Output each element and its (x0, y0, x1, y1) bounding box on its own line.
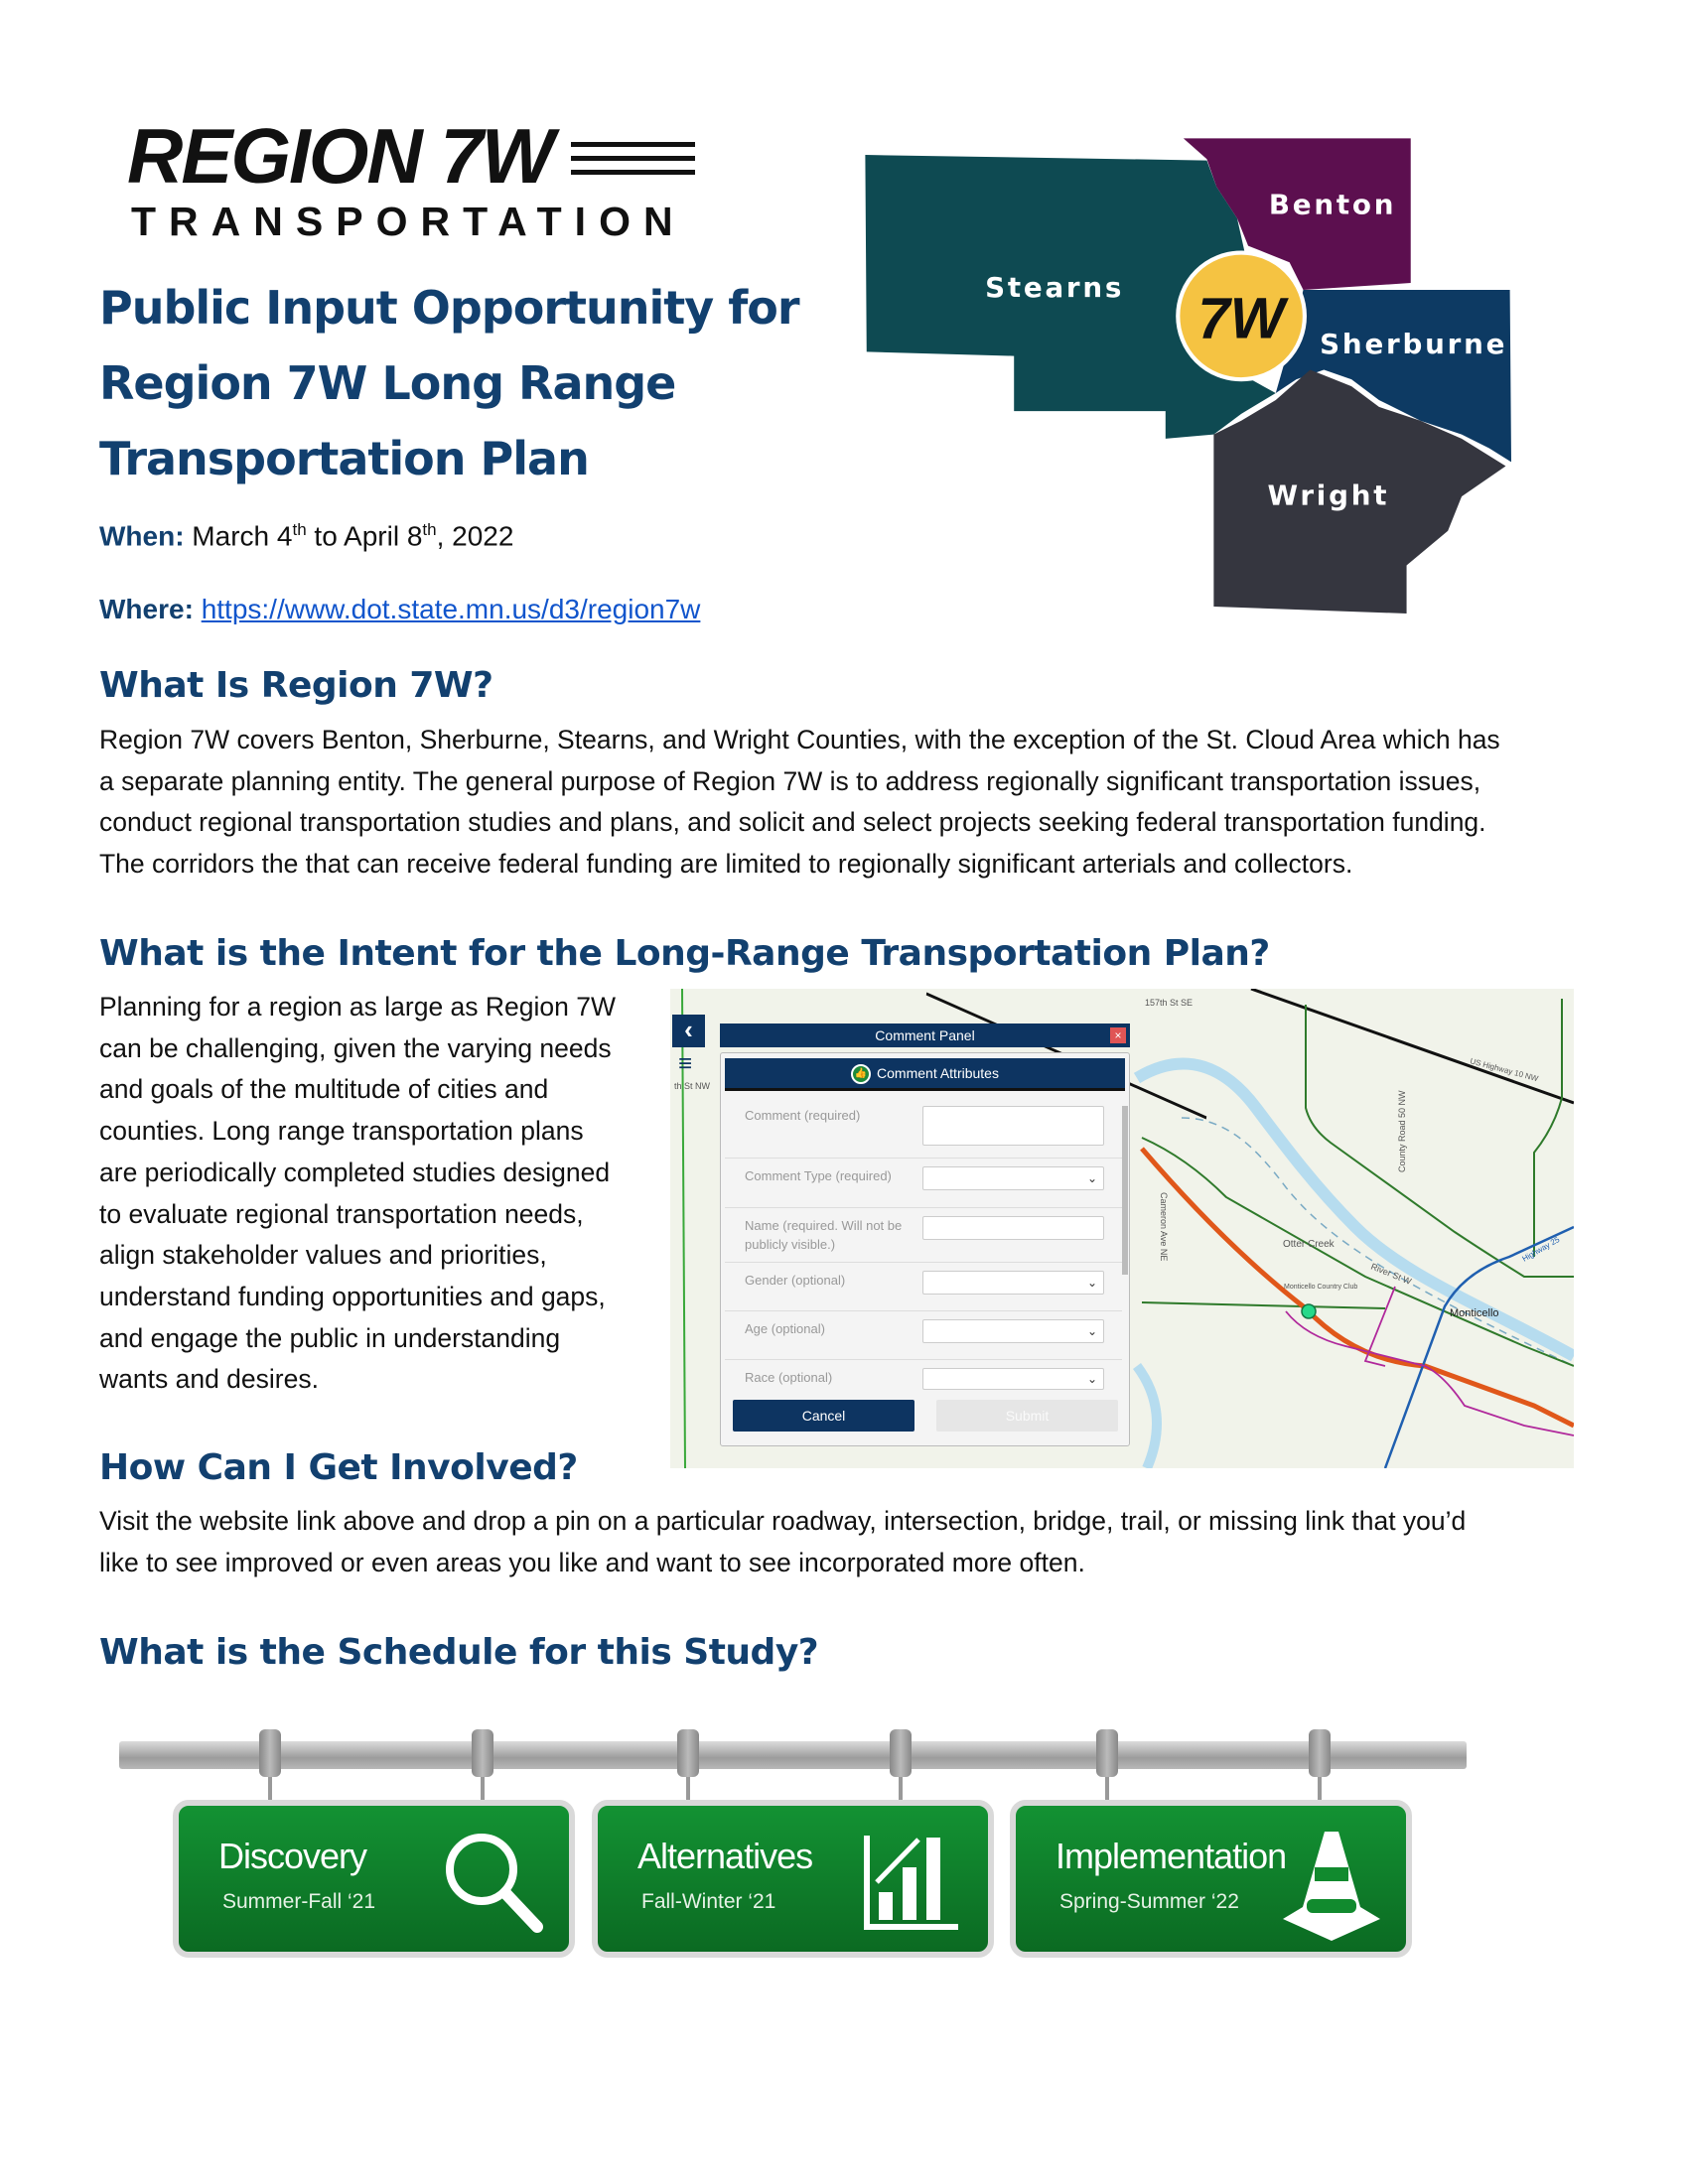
phase-title: Discovery (218, 1836, 367, 1876)
field-name (725, 1208, 1122, 1263)
heading-intent: What is the Intent for the Long-Range Transportation Plan? (99, 933, 1270, 974)
scrollbar[interactable] (1122, 1106, 1128, 1275)
page-title (99, 270, 799, 496)
field-label: Race (optional) (745, 1370, 833, 1385)
text-line: Planning for a region as large as Region 7W (99, 992, 616, 1022)
name-input[interactable] (922, 1216, 1104, 1240)
traffic-cone-icon (1277, 1828, 1386, 1942)
logo-speed-lines (571, 142, 695, 184)
map-label: County Road 50 NW (1397, 1090, 1407, 1172)
phase-title: Alternatives (637, 1836, 813, 1876)
label-benton: Benton (1268, 188, 1397, 221)
map-label: US Highway 10 NW (1469, 1056, 1540, 1084)
field-comment-type (725, 1159, 1122, 1208)
when-text: to April 8 (306, 520, 423, 552)
field-age (725, 1311, 1122, 1360)
text-line: wants and desires. (99, 1364, 319, 1395)
text-line: conduct regional transportation studies and plans, and solicit and select projects seeking federal transportation funding. (99, 807, 1486, 838)
gender-select[interactable]: ⌄ (922, 1271, 1104, 1295)
heading-schedule: What is the Schedule for this Study? (99, 1632, 819, 1673)
title-line: Transportation Plan (99, 432, 589, 485)
text-line: are periodically completed studies designed (99, 1157, 611, 1187)
phase-title: Implementation (1055, 1836, 1287, 1876)
race-select[interactable]: ⌄ (922, 1368, 1104, 1390)
bar-chart-icon (859, 1828, 968, 1937)
field-label: Comment (required) (745, 1108, 861, 1123)
bar-clip (890, 1729, 912, 1777)
close-icon[interactable]: × (1110, 1027, 1126, 1043)
field-label: Age (optional) (745, 1321, 825, 1336)
text-line: a separate planning entity. The general purpose of Region 7W is to address regionally significant transportation issues, (99, 765, 1481, 796)
title-line: Region 7W Long Range (99, 356, 676, 410)
logo-region-7w: REGION 7W (127, 112, 553, 200)
phase-dates: Summer-Fall ‘21 (222, 1890, 376, 1913)
text-line: can be challenging, given the varying needs (99, 1032, 612, 1063)
text-line: Region 7W covers Benton, Sherburne, Stearns, and Wright Counties, with the exception of the St. Cloud Area which has (99, 725, 1500, 754)
text-line: to evaluate regional transportation needs, (99, 1198, 584, 1229)
text-line: and goals of the multitude of cities and (99, 1074, 549, 1105)
sign-hanger (899, 1775, 903, 1800)
sign-hanger (686, 1775, 690, 1800)
map-label: River St W (1369, 1261, 1413, 1287)
counties-map (864, 137, 1511, 614)
phase-dates: Spring-Summer ‘22 (1059, 1890, 1239, 1913)
comment-textarea[interactable] (922, 1106, 1104, 1146)
map-label: Cameron Ave NE (1159, 1192, 1169, 1262)
map-label: Otter Creek (1283, 1239, 1335, 1250)
menu-icon[interactable]: ≡ (678, 1050, 693, 1077)
label-stearns: Stearns (985, 270, 1125, 304)
sign-hanger (1318, 1775, 1322, 1800)
bar-clip (1309, 1729, 1331, 1777)
text-line: align stakeholder values and priorities, (99, 1240, 547, 1271)
comment-type-select[interactable]: ⌄ (922, 1166, 1104, 1190)
comment-panel-title: Comment Panel (875, 1027, 975, 1043)
comment-attributes-header (725, 1058, 1125, 1091)
field-label: Name (required. Will not be publicly visible.) (745, 1218, 903, 1252)
when-label: When: (99, 520, 185, 552)
field-race (725, 1360, 1122, 1393)
dropped-pin[interactable] (1302, 1304, 1316, 1318)
sup: th (422, 520, 437, 539)
text-line: counties. Long range transportation plans (99, 1116, 584, 1147)
label-sherburne: Sherburne (1320, 327, 1508, 360)
sign-hanger (481, 1775, 485, 1800)
field-label: Gender (optional) (745, 1273, 846, 1288)
when-text: March 4 (184, 520, 293, 552)
phase-dates: Fall-Winter ‘21 (641, 1890, 776, 1913)
logo-transportation: TRANSPORTATION (131, 199, 686, 244)
bar-clip (472, 1729, 493, 1777)
map-label: th St NW (674, 1081, 711, 1091)
cancel-button[interactable]: Cancel (733, 1400, 914, 1432)
field-label: Comment Type (required) (745, 1168, 892, 1183)
where-line (99, 594, 700, 625)
map-label: Monticello (1450, 1307, 1499, 1319)
bar-clip (677, 1729, 699, 1777)
text-line: understand funding opportunities and gaps, (99, 1281, 606, 1311)
text-line: like to see improved or even areas you like and want to see incorporated more often. (99, 1547, 1085, 1577)
when-text: , 2022 (436, 520, 514, 552)
sign-hanger (268, 1775, 272, 1800)
map-label: Monticello Country Club (1284, 1284, 1358, 1291)
map-label: Highway 25 (1520, 1235, 1562, 1264)
where-label: Where: (99, 594, 194, 624)
label-wright: Wright (1267, 478, 1390, 512)
field-comment (725, 1098, 1122, 1159)
text-line: The corridors the that can receive federal funding are limited to regionally significant arterials and collectors. (99, 849, 1353, 880)
paragraph-involved (99, 1501, 1466, 1583)
back-button[interactable]: ‹ (672, 1015, 705, 1047)
magnifier-icon (440, 1828, 549, 1937)
text-line: and engage the public in understanding (99, 1322, 561, 1353)
sup: th (292, 520, 307, 539)
heading-what-is-region: What Is Region 7W? (99, 665, 493, 706)
paragraph-region (99, 720, 1500, 886)
title-line: Public Input Opportunity for (99, 281, 799, 335)
submit-button[interactable]: Submit (936, 1400, 1118, 1432)
phase-implementation (1010, 1800, 1412, 1958)
text-line: Visit the website link above and drop a pin on a particular roadway, intersection, bridge, trail, or missing link that you’d (99, 1506, 1467, 1536)
field-gender (725, 1263, 1122, 1311)
map-label: 157th St SE (1145, 998, 1194, 1008)
attributes-label: Comment Attributes (877, 1065, 999, 1081)
when-line (99, 520, 513, 552)
badge-label: 7W (1197, 286, 1285, 351)
age-select[interactable]: ⌄ (922, 1319, 1104, 1343)
bar-clip (1096, 1729, 1118, 1777)
heading-get-involved: How Can I Get Involved? (99, 1447, 578, 1488)
bar-clip (259, 1729, 281, 1777)
sign-hanger (1105, 1775, 1109, 1800)
phase-discovery (173, 1800, 575, 1958)
comment-panel-header (720, 1024, 1130, 1047)
paragraph-intent (99, 987, 655, 1401)
website-link[interactable]: https://www.dot.state.mn.us/d3/region7w (201, 594, 701, 624)
thumbs-up-icon: 👍 (851, 1064, 871, 1084)
phase-alternatives (592, 1800, 994, 1958)
schedule-bar (119, 1741, 1467, 1769)
web-map-screenshot[interactable] (670, 989, 1574, 1468)
